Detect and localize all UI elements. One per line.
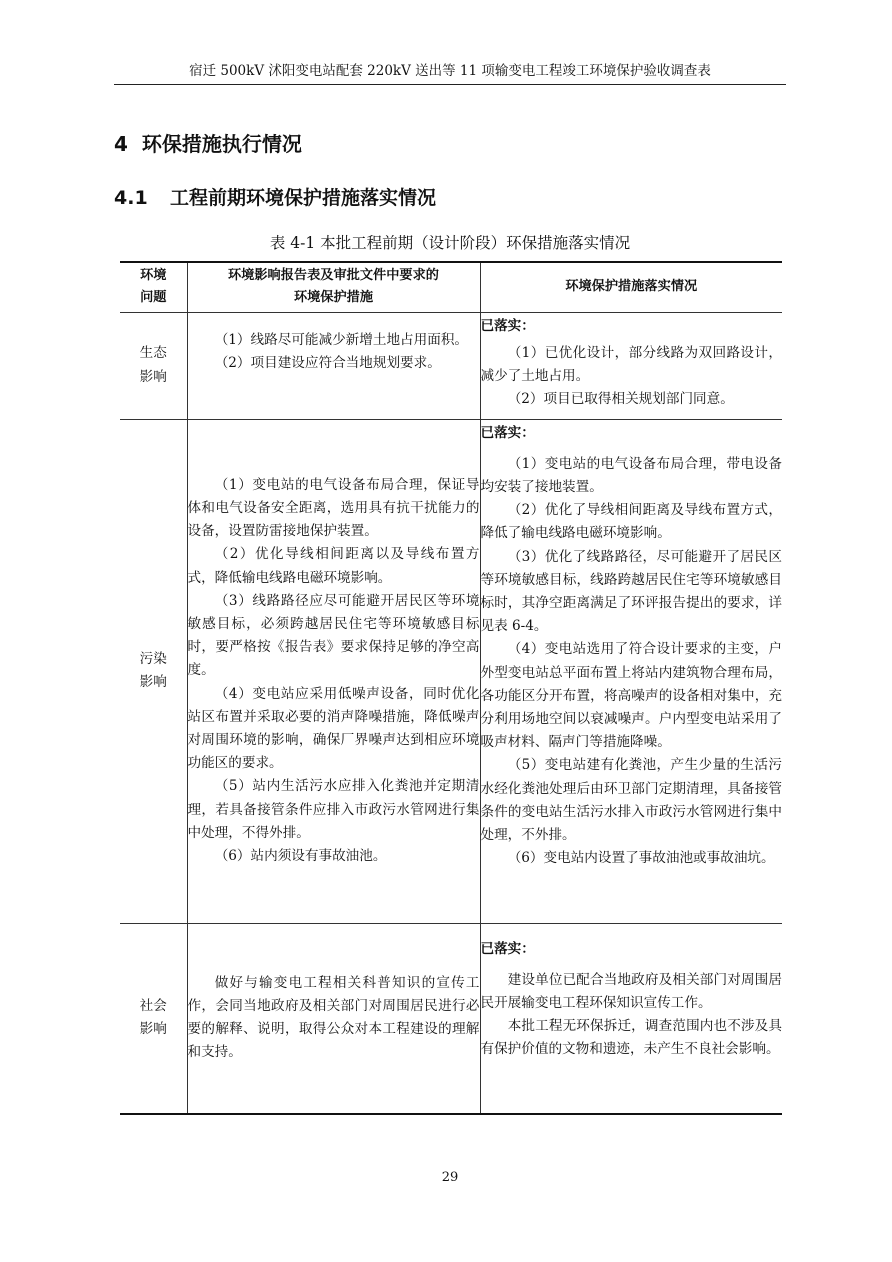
- measures-table: [120, 261, 782, 1115]
- implementation-item: （3）优化了线路路径，尽可能避开了居民区等环境敏感目标，线路跨越居民住宅等环境敏感目标时，其净空距离满足了环评报告提出的要求，详见表 6-4。: [480, 548, 782, 635]
- issue-line2: 影响: [139, 674, 167, 690]
- issue-line1: 社会: [139, 998, 167, 1015]
- implementation-item: （6）变电站内设置了事故油池或事故油坑。: [507, 850, 775, 867]
- issue-line1: 生态: [139, 345, 167, 362]
- requirement-cell: [187, 419, 480, 923]
- implementation-cell: [480, 419, 782, 923]
- header-issue-line2: 问题: [140, 290, 167, 306]
- issue-cell: [120, 419, 187, 923]
- subsection-title: 工程前期环境保护措施落实情况: [170, 187, 437, 209]
- issue-line2: 影响: [139, 368, 167, 385]
- requirement-cell: [187, 312, 480, 419]
- implementation-item: （1）变电站的电气设备布局合理，带电设备均安装了接地装置。: [480, 455, 782, 495]
- requirement-item: （1）线路尽可能减少新增土地占用面积。: [214, 331, 469, 348]
- implementation-item: 建设单位已配合当地政府及相关部门对周围居民开展输变电工程环保知识宣传工作。: [480, 971, 782, 1011]
- status-label: 已落实：: [480, 317, 535, 334]
- implementation-item: （2）优化了导线相间距离及导线布置方式，降低了输电线路电磁环境影响。: [480, 502, 782, 542]
- section-title: 环保措施执行情况: [141, 132, 302, 156]
- implementation-cell: [480, 312, 782, 419]
- requirement-item: （3）线路路径应尽可能避开居民区等环境敏感目标，必须跨越居民住宅等环境敏感目标时，要严格按《报告表》要求保持足够的净空高度。: [187, 592, 480, 679]
- header-requirement-line2: 环境保护措施: [293, 290, 374, 306]
- header-issue: [120, 262, 187, 312]
- issue-cell: [120, 312, 187, 419]
- page-number: 29: [441, 1170, 459, 1185]
- issue-line2: 影响: [139, 1021, 167, 1038]
- header-implementation: 环境保护措施落实情况: [480, 262, 782, 312]
- table-row: [120, 312, 782, 419]
- implementation-item: （4）变电站选用了符合设计要求的主变，户外型变电站总平面布置上将站内建筑物合理布局，各功能区分开布置，将高噪声的设备相对集中，充分利用场地空间以衰减噪声。户内型变电站采用了吸声材料、隔声门等措施降噪。: [480, 641, 782, 751]
- requirement-cell: [187, 923, 480, 1114]
- header-requirement-line1: 环境影响报告表及审批文件中要求的: [228, 268, 439, 284]
- section-number: 4: [114, 132, 128, 156]
- issue-line1: 污染: [139, 650, 167, 667]
- status-label: 已落实：: [480, 424, 535, 441]
- status-label: 已落实：: [480, 940, 535, 957]
- issue-cell: [120, 923, 187, 1114]
- requirement-item: 做好与输变电工程相关科普知识的宣传工作，会同当地政府及相关部门对周围居民进行必要的解释、说明，取得公众对本工程建设的理解和支持。: [187, 974, 480, 1061]
- subsection-number: 4.1: [114, 187, 148, 209]
- subsection-heading: [114, 185, 436, 211]
- requirement-item: （2）优化导线相间距离以及导线布置方式，降低输电线路电磁环境影响。: [187, 546, 480, 586]
- requirement-item: （6）站内须设有事故油池。: [214, 848, 387, 865]
- implementation-item: （2）项目已取得相关规划部门同意。: [507, 391, 734, 408]
- requirement-item: （4）变电站应采用低噪声设备，同时优化站区布置并采取必要的消声降噪措施，降低噪声对周围环境的影响，确保厂界噪声达到相应环境功能区的要求。: [187, 685, 480, 772]
- implementation-item: 本批工程无环保拆迁，调查范围内也不涉及具有保护价值的文物和遗迹，未产生不良社会影响。: [480, 1018, 782, 1058]
- requirement-item: （2）项目建设应符合当地规划要求。: [214, 354, 441, 371]
- implementation-item: （5）变电站建有化粪池，产生少量的生活污水经化粪池处理后由环卫部门定期清理，具备接管条件的变电站生活污水排入市政污水管网进行集中处理，不外排。: [480, 757, 782, 843]
- header-requirement: [187, 262, 480, 312]
- table-caption: 表 4-1 本批工程前期（设计阶段）环保措施落实情况: [269, 234, 631, 252]
- requirement-item: （1）变电站的电气设备布局合理，保证导体和电气设备安全距离，选用具有抗干扰能力的设备，设置防雷接地保护装置。: [187, 476, 480, 540]
- table-row: [120, 923, 782, 1114]
- table-header-row: [120, 262, 782, 312]
- requirement-item: （5）站内生活污水应排入化粪池并定期清理，若具备接管条件应排入市政污水管网进行集中处理，不得外排。: [187, 778, 480, 841]
- implementation-cell: [480, 923, 782, 1114]
- header-rule: [114, 84, 786, 85]
- header-issue-line1: 环境: [140, 268, 167, 284]
- implementation-item: （1）已优化设计，部分线路为双回路设计，减少了土地占用。: [480, 344, 782, 384]
- table-row: [120, 419, 782, 923]
- running-header: 宿迁 500kV 沭阳变电站配套 220kV 送出等 11 项输变电工程竣工环境保护验收调查表: [189, 63, 711, 79]
- section-heading: [114, 130, 302, 158]
